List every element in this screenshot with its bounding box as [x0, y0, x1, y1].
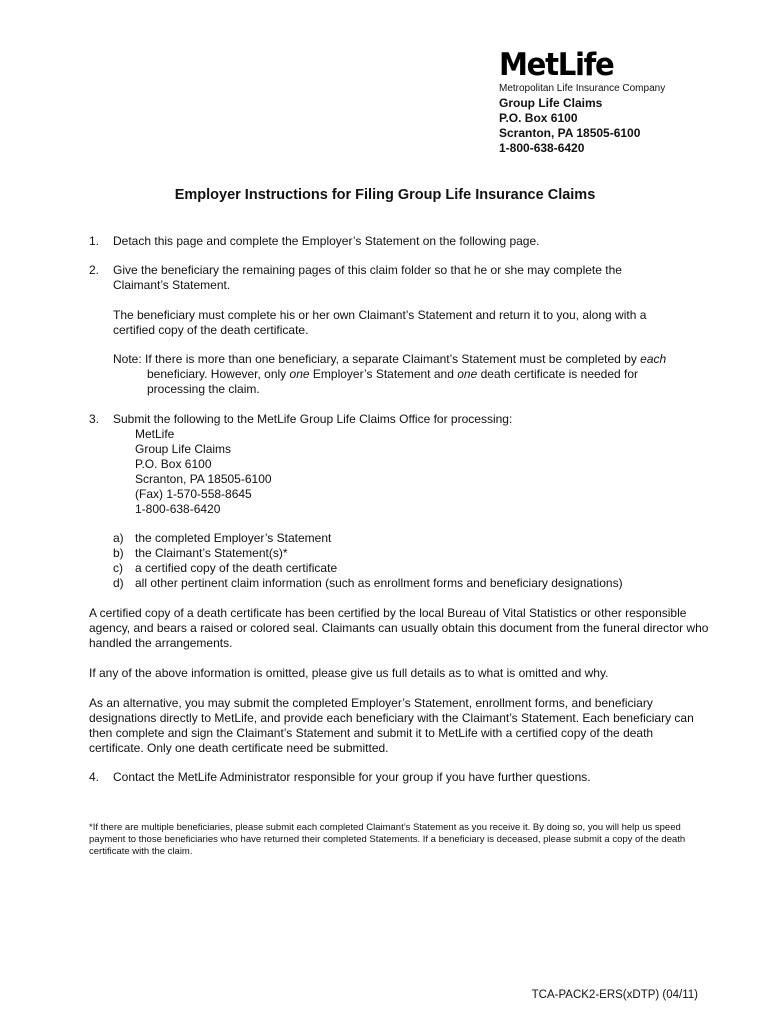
note-text: Employer’s Statement and — [312, 367, 454, 381]
list-item: all other pertinent claim information (such as enrollment forms and beneficiary designations) — [135, 576, 623, 590]
list-item-letter: a) — [113, 531, 124, 545]
step-number: 4. — [89, 770, 100, 784]
step-1-text: Detach this page and complete the Employer’s Statement on the following page. — [113, 234, 540, 248]
note-line — [147, 367, 707, 382]
claims-address — [499, 96, 640, 156]
step-2-text: Give the beneficiary the remaining pages of this claim folder so that he or she may complete the Claimant’s Statement. — [113, 263, 622, 292]
step-4-text: Contact the MetLife Administrator responsible for your group if you have further questions. — [113, 770, 591, 784]
note-text: beneficiary. However, only — [147, 367, 287, 381]
page-title: Employer Instructions for Filing Group Life Insurance Claims — [174, 187, 596, 203]
metlife-logo: MetLife — [499, 47, 614, 83]
list-item: the completed Employer’s Statement — [135, 531, 332, 545]
omitted-info-paragraph: If any of the above information is omitted, please give us full details as to what is omitted and why. — [89, 666, 609, 680]
list-item-letter: b) — [113, 546, 124, 560]
phone-number: 1-800-638-6420 — [135, 502, 221, 516]
list-item-letter: c) — [113, 561, 123, 575]
fax-number: (Fax) 1-570-558-8645 — [135, 487, 252, 501]
note-line — [113, 352, 713, 367]
address-line: Group Life Claims — [135, 442, 232, 456]
step-number: 2. — [89, 263, 100, 277]
note-emphasis: one — [289, 367, 310, 381]
phone-number: 1-800-638-6420 — [499, 141, 585, 155]
alternative-paragraph: As an alternative, you may submit the completed Employer’s Statement, enrollment forms, and beneficiary designations directly to MetLife, and provide each beneficiary with the Claimant’s Statement. Each beneficiary can then complete and sign the Claimant’s Statement and submit it to MetLife with a certified copy of the death certificate. Only one death certificate need be submitted. — [89, 696, 694, 755]
step-3-text: Submit the following to the MetLife Group Life Claims Office for processing: — [113, 412, 513, 426]
address-line: P.O. Box 6100 — [135, 457, 212, 471]
note-line: processing the claim. — [147, 382, 260, 396]
company-name: Metropolitan Life Insurance Company — [499, 83, 666, 94]
list-item: the Claimant’s Statement(s)* — [135, 546, 288, 560]
step-number: 1. — [89, 234, 100, 248]
address-line: P.O. Box 6100 — [499, 111, 578, 125]
address-line: Scranton, PA 18505-6100 — [499, 126, 641, 140]
address-line: MetLife — [135, 427, 175, 441]
list-item-letter: d) — [113, 576, 124, 590]
note-emphasis: one — [457, 367, 478, 381]
note-text: Note: If there is more than one beneficiary, a separate Claimant’s Statement must be completed by — [113, 352, 637, 366]
certified-copy-paragraph: A certified copy of a death certificate has been certified by the local Bureau of Vital Statistics or other responsible agency, and bears a raised or colored seal. Claimants can usually obtain this document from the funeral director who handled the arrangements. — [89, 606, 709, 650]
step-2-paragraph: The beneficiary must complete his or her own Claimant’s Statement and return it to you, along with a certified copy of the death certificate. — [113, 308, 647, 337]
address-line: Scranton, PA 18505-6100 — [135, 472, 272, 486]
mailing-address — [135, 427, 272, 517]
note-text: death certificate is needed for — [480, 367, 639, 381]
step-number: 3. — [89, 412, 100, 426]
form-code: TCA-PACK2-ERS(xDTP) (04/11) — [531, 989, 698, 1001]
list-item: a certified copy of the death certificate — [135, 561, 338, 575]
note-emphasis: each — [640, 352, 667, 366]
footnote: *If there are multiple beneficiaries, please submit each completed Claimant’s Statement as you receive it. By doing so, you will help us speed payment to those beneficiaries who have returned their completed Statements. If a beneficiary is deceased, please submit a copy of the death certificate with the claim. — [89, 822, 686, 857]
address-line: Group Life Claims — [499, 96, 603, 110]
